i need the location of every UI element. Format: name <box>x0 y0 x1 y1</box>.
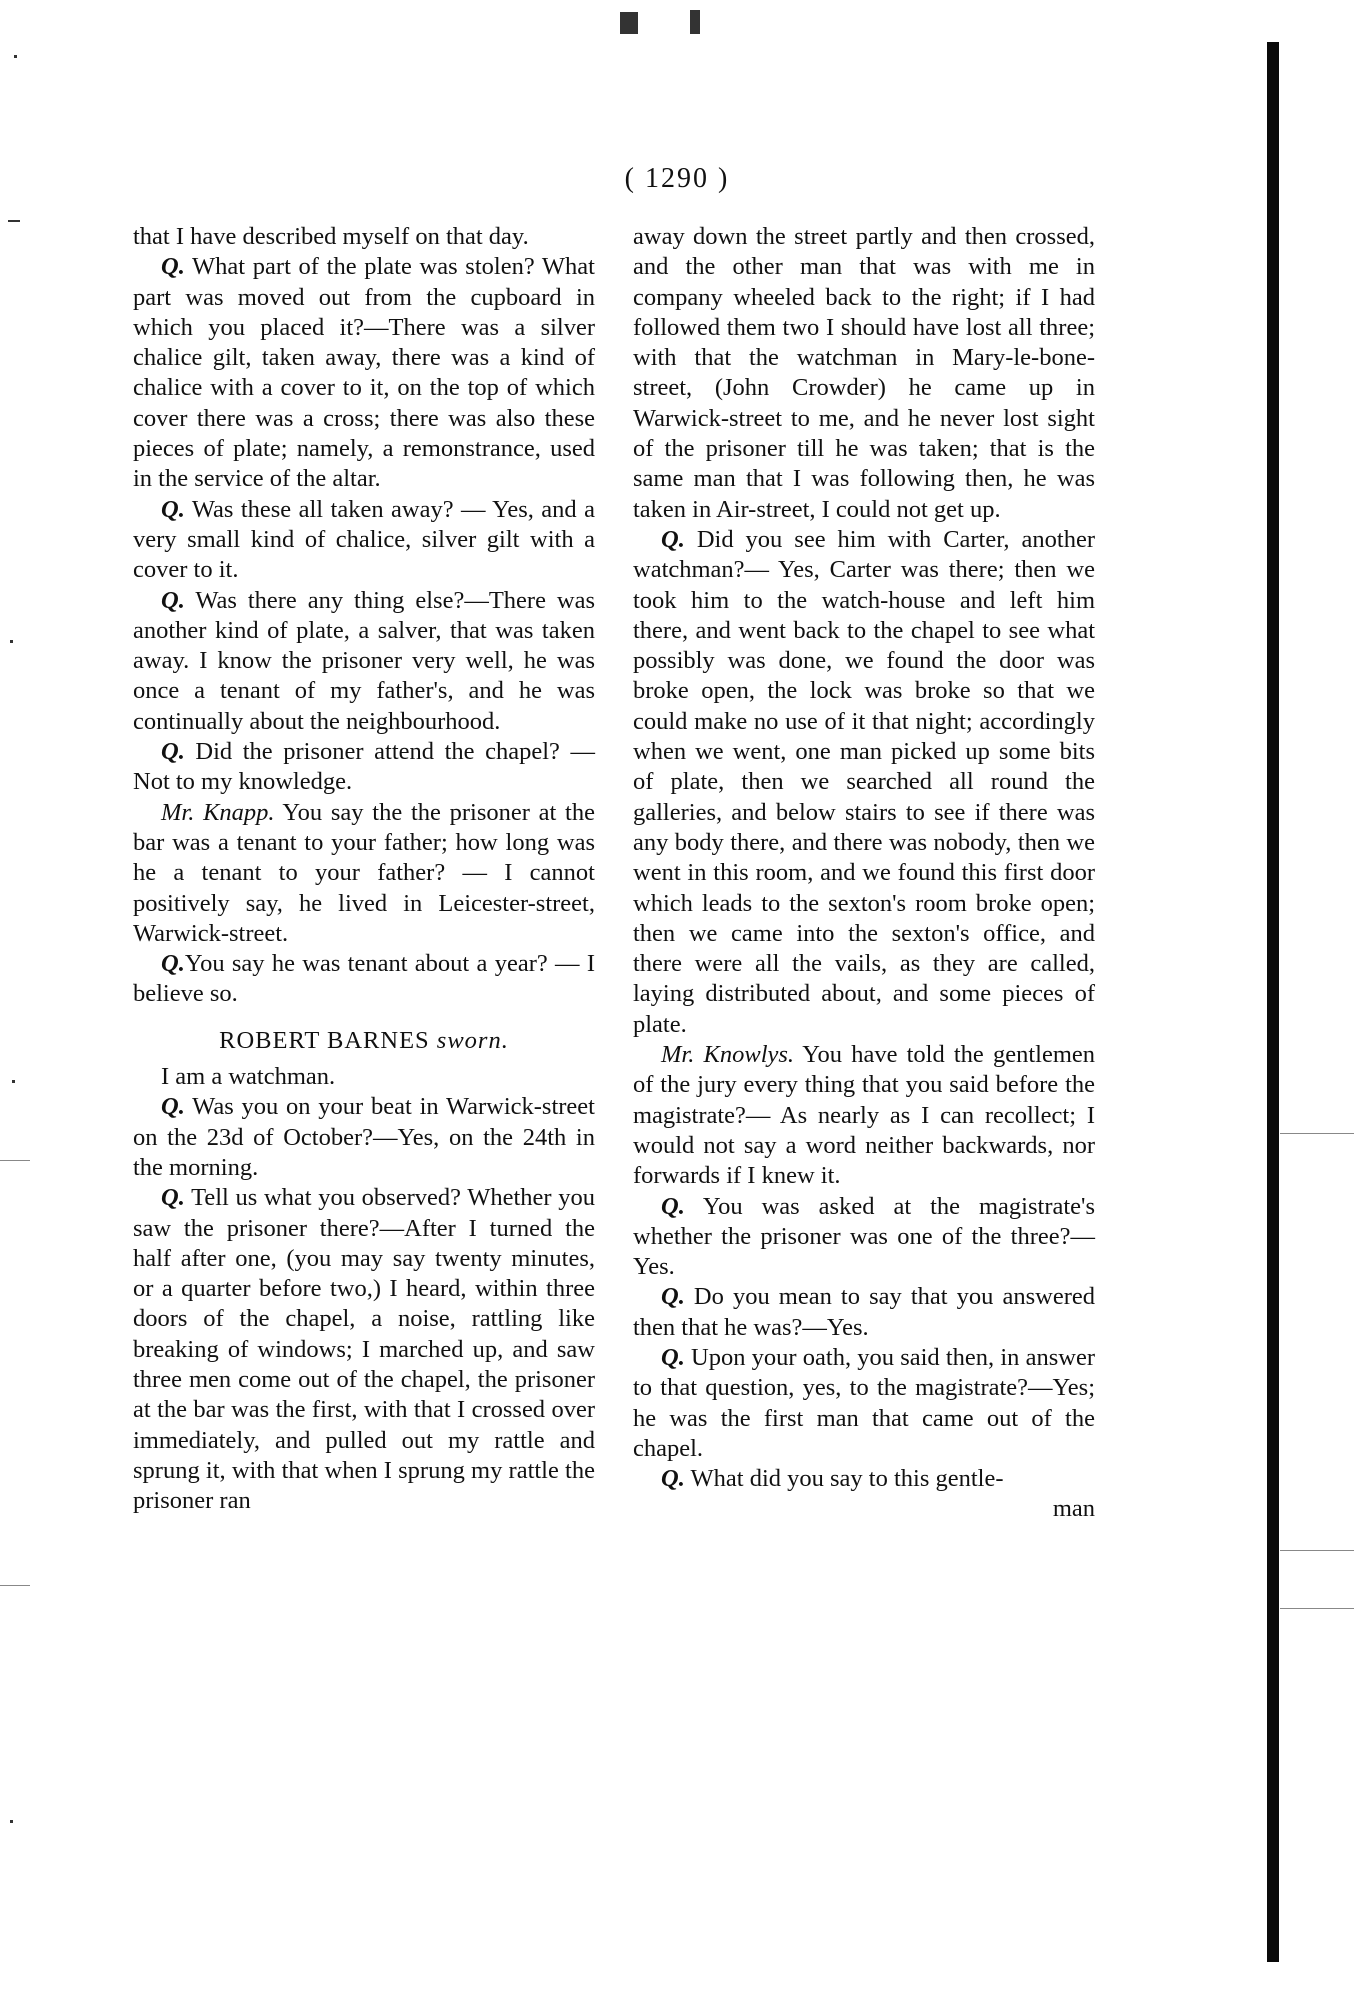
counsel-paragraph <box>133 798 595 949</box>
paragraph-text: You say he was tenant about a year? — I believe so. <box>133 950 595 1008</box>
scan-speck <box>8 220 20 222</box>
question-paragraph <box>133 252 595 494</box>
paragraph-text: Did you see him with Carter, another watchman?— Yes, Carter was there; then we took him to the watch-house and left him there, and went back to the chapel to see what possibly was done, we found the door was broke open, the lock was broke so that we could make no use of it that night; accordingly when we went, one man picked up some bits of plate, then we searched all round the galleries, and below stairs to see if there was any body there, and there was nobody, then we went in this room, and we found this first door which leads to the sexton's room broke open; then we came into the sexton's office, and there were all the vails, as they are called, laying distributed about, and some pieces of plate. <box>633 525 1095 1038</box>
question-paragraph <box>633 1343 1095 1464</box>
speaker-label: Mr. Knapp. <box>161 798 275 826</box>
paragraph-text: Do you mean to say that you answered then that he was?—Yes. <box>633 1283 1095 1341</box>
paragraph-text: What did you say to this gentle- <box>684 1465 1004 1493</box>
paragraph-text: Was you on your beat in Warwick-street on the 23d of October?—Yes, on the 24th in the morning. <box>133 1093 595 1181</box>
question-mark-label: Q. <box>161 495 185 523</box>
question-paragraph <box>133 737 595 798</box>
paragraph-text: Upon your oath, you said then, in answer to that question, yes, to the magistrate?—Yes; he was the first man that came out of the chapel. <box>633 1343 1095 1462</box>
scan-rule-line <box>0 1160 30 1161</box>
question-mark-label: Q. <box>661 1283 685 1311</box>
scan-speck <box>10 1820 13 1823</box>
question-mark-label: Q. <box>161 253 185 281</box>
paragraph-text: that I have described myself on that day. <box>133 223 529 250</box>
question-paragraph <box>133 1092 595 1183</box>
question-mark-label: Q. <box>661 1343 685 1371</box>
question-paragraph <box>633 1282 1095 1343</box>
scan-speck <box>10 640 13 643</box>
question-paragraph <box>133 1183 595 1516</box>
sworn-label: sworn. <box>429 1026 509 1054</box>
question-paragraph <box>133 495 595 586</box>
paragraph <box>133 222 595 252</box>
scan-rule-line <box>1280 1550 1354 1551</box>
paragraph-text: Was there any thing else?—There was another kind of plate, a salver, that was taken away. I know the prisoner very well, he was once a tenant of my father's, and he was continually about the neighbourhood. <box>133 586 595 735</box>
paragraph <box>633 222 1095 525</box>
question-mark-label: Q. <box>661 1465 685 1493</box>
scan-rule-line <box>0 1585 30 1586</box>
paragraph-text: I am a watchman. <box>161 1063 336 1091</box>
scan-rule-line <box>1280 1608 1354 1609</box>
page-number: ( 1290 ) <box>624 163 730 194</box>
paragraph-text: You was asked at the magistrate's whether the prisoner was one of the three?—Yes. <box>633 1192 1095 1281</box>
scan-speck <box>690 10 700 34</box>
scan-speck <box>12 1080 15 1083</box>
paragraph-text: away down the street partly and then crossed, and the other man that was with me in company wheeled back to the right; if I had followed them two I should have lost all three; with that the watchman in Mary-le-bone-street, (John Crowder) he came up in Warwick-street to me, and he never lost sight of the prisoner till he was taken; that is the same man that I was following then, he was taken in Air-street, I could not get up. <box>633 223 1095 523</box>
question-paragraph <box>633 525 1095 1040</box>
question-mark-label: Q. <box>161 1184 185 1212</box>
paragraph-text: You have told the gentlemen of the jury every thing that you said before the magistrate?— As nearly as I can recollect; I would not say a word neither backwards, nor forwards if I knew it. <box>633 1041 1095 1190</box>
paragraph-text: You say the the prisoner at the bar was a tenant to your father; how long was he a tenant to your father? — I cannot positively say, he lived in Leicester-street, Warwick-street. <box>133 798 595 947</box>
right-column <box>633 222 1095 1525</box>
paragraph-text: Tell us what you observed? Whether you saw the prisoner there?—After I turned the half after one, (you may say twenty minutes, or a quarter before two,) I heard, within three doors of the chapel, a noise, rattling like breaking of windows; I marched up, and saw three men come out of the chapel, the prisoner at the bar was the first, with that I crossed over immediately, and pulled out my rattle and sprung it, with that when I sprung my rattle the prisoner ran <box>133 1184 595 1515</box>
witness-heading <box>133 1026 595 1056</box>
speaker-label: Mr. Knowlys. <box>661 1041 795 1069</box>
question-mark-label: Q. <box>161 950 185 978</box>
question-paragraph <box>133 586 595 737</box>
question-mark-label: Q. <box>661 1192 685 1220</box>
question-mark-label: Q. <box>161 1093 185 1121</box>
question-paragraph <box>633 1192 1095 1283</box>
paragraph <box>133 1062 595 1092</box>
witness-name: ROBERT BARNES <box>219 1026 430 1054</box>
scan-rule-line <box>1280 1133 1354 1134</box>
catchword: man <box>1052 1495 1095 1523</box>
question-mark-label: Q. <box>661 525 685 553</box>
question-mark-label: Q. <box>161 738 185 766</box>
scan-edge-bar <box>1267 42 1279 1962</box>
left-column <box>133 222 595 1516</box>
counsel-paragraph <box>633 1040 1095 1191</box>
question-paragraph <box>633 1464 1095 1494</box>
paragraph-text: What part of the plate was stolen? What part was moved out from the cupboard in which you placed it?—There was a silver chalice gilt, taken away, there was a kind of chalice with a cover to it, on the top of which cover there was a cross; there was also these pieces of plate; namely, a remonstrance, used in the service of the altar. <box>133 253 595 493</box>
scan-speck <box>620 12 638 34</box>
paragraph-text: Did the prisoner attend the chapel? — Not to my knowledge. <box>133 738 595 796</box>
question-paragraph <box>133 949 595 1010</box>
scan-speck <box>14 55 17 58</box>
paragraph-text: Was these all taken away? — Yes, and a very small kind of chalice, silver gilt with a cover to it. <box>133 495 595 584</box>
question-mark-label: Q. <box>161 586 185 614</box>
